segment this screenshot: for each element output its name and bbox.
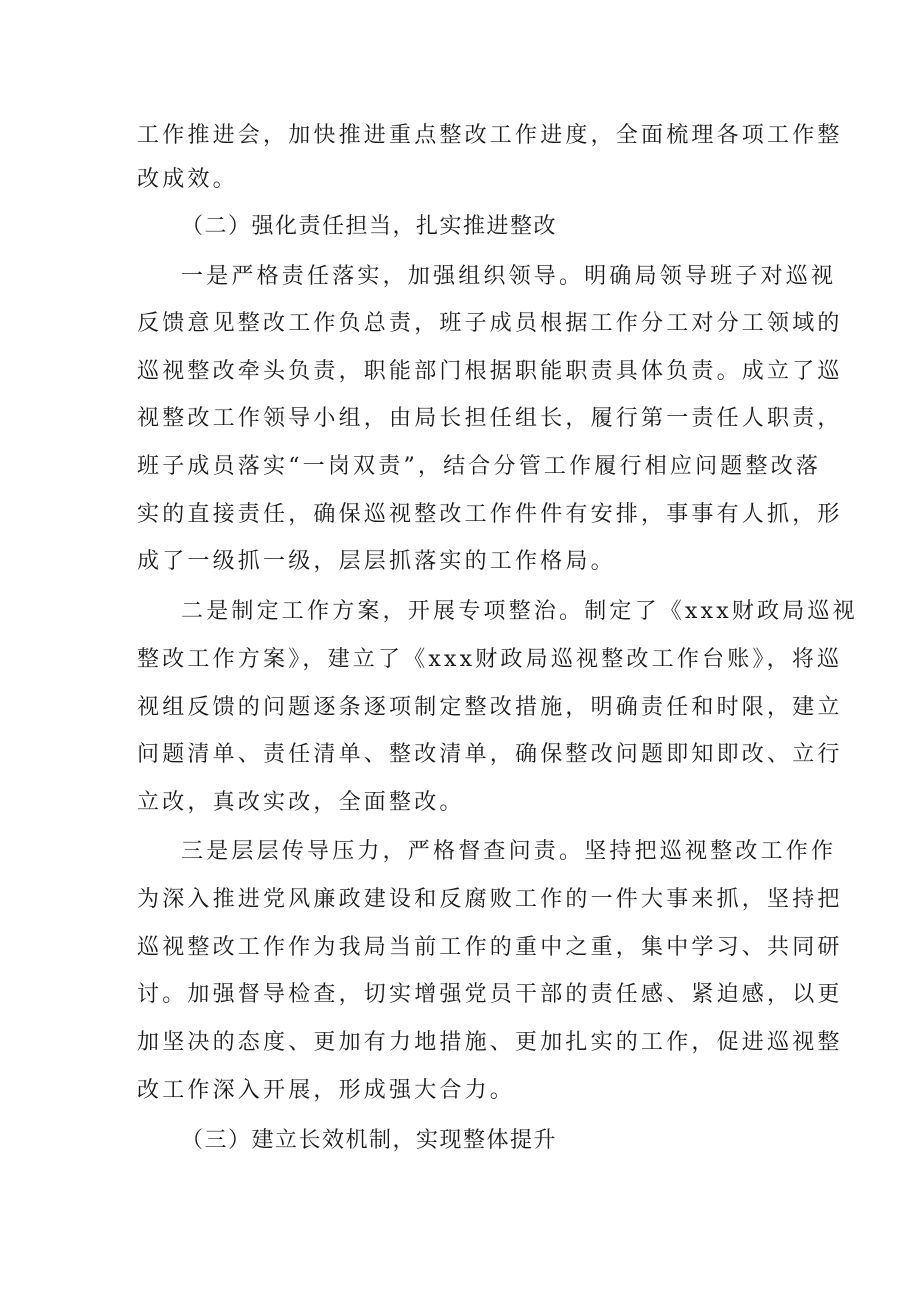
section-heading: （三）建立长效机制，实现整体提升 [181,1128,558,1153]
paragraph-line: 立改，真改实改，全面整改。 [137,790,465,815]
paragraph-line: 巡视整改工作作为我局当前工作的重中之重，集中学习、共同研 [137,935,843,960]
paragraph-line: 讨。加强督导检查，切实增强党员干部的责任感、紧迫感，以更 [137,982,843,1007]
paragraph-line: 问题清单、责任清单、整改清单，确保整改问题即知即改、立行 [137,742,843,767]
paragraph-line: 改工作深入开展，形成强大合力。 [137,1078,516,1103]
paragraph-line: 实的直接责任，确保巡视整改工作件件有安排，事事有人抓，形 [137,502,843,527]
paragraph-line: 三是层层传导压力，严格督查问责。坚持把巡视整改工作作 [181,839,837,864]
paragraph-line: 工作推进会，加快推进重点整改工作进度，全面梳理各项工作整 [137,123,843,148]
section-heading: （二）强化责任担当，扎实推进整改 [181,214,558,239]
paragraph-line: 成了一级抓一级，层层抓落实的工作格局。 [137,549,616,574]
paragraph-line: 视组反馈的问题逐条逐项制定整改措施，明确责任和时限，建立 [137,695,843,720]
paragraph-line: 改成效。 [137,167,238,192]
paragraph-line: 巡视整改牵头负责，职能部门根据职能职责具体负责。成立了巡 [137,359,843,384]
paragraph-line: 加坚决的态度、更加有力地措施、更加扎实的工作，促进巡视整 [137,1030,843,1055]
paragraph-line: 视整改工作领导小组，由局长担任组长，履行第一责任人职责， [137,406,843,431]
paragraph-line: 一是严格责任落实，加强组织领导。明确局领导班子对巡视 [181,264,837,289]
paragraph-line: 整改工作方案》，建立了《xxx财政局巡视整改工作台账》，将巡 [137,647,843,672]
paragraph-line: 反馈意见整改工作负总责，班子成员根据工作分工对分工领域的 [137,311,843,336]
paragraph-line: 为深入推进党风廉政建设和反腐败工作的一件大事来抓，坚持把 [137,887,843,912]
paragraph-line: 班子成员落实“一岗双责”，结合分管工作履行相应问题整改落 [137,454,822,479]
paragraph-line: 二是制定工作方案，开展专项整治。制定了《xxx财政局巡视 [181,599,858,624]
